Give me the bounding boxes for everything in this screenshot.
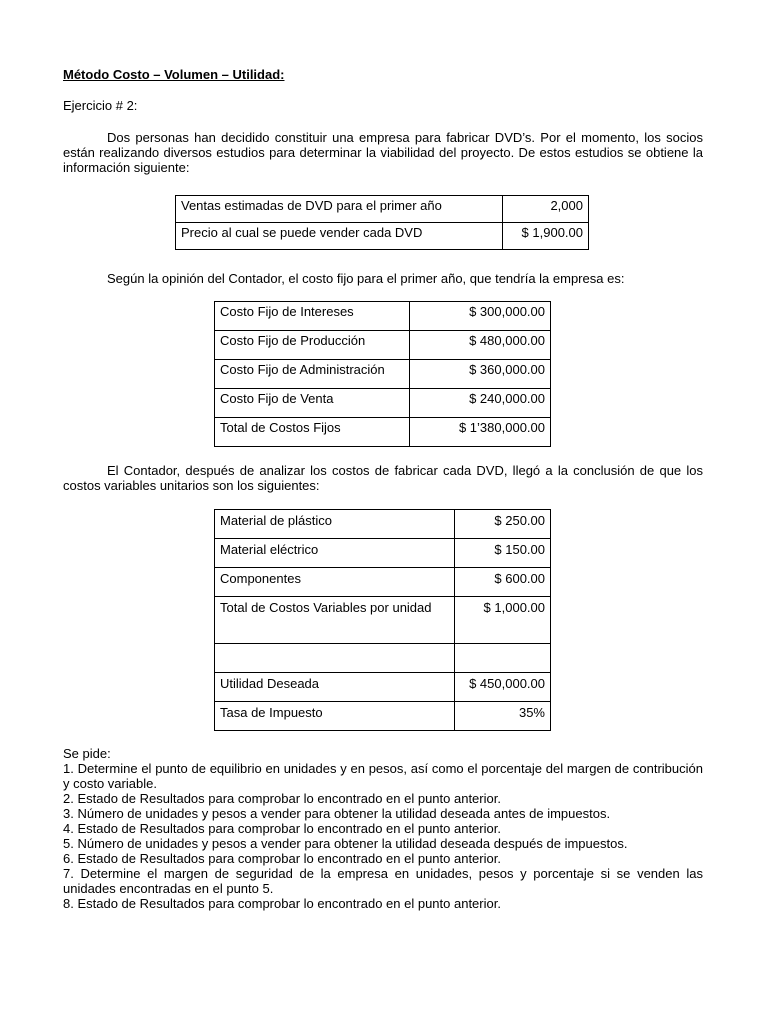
table-row <box>215 539 551 568</box>
fixed-cost-label: Costo Fijo de Administración <box>215 360 410 389</box>
table-row <box>215 702 551 731</box>
variable-cost-label: Material eléctrico <box>215 539 455 568</box>
intro-text: Dos personas han decidido constituir una empresa para fabricar DVD’s. Por el momento, los socios están realizando diversos estudios para determinar la viabilidad del proyecto. De estos estudios se obtiene la información siguiente: <box>63 130 703 175</box>
table-row <box>215 673 551 702</box>
empty-cell <box>215 644 455 673</box>
fixed-cost-label: Costo Fijo de Producción <box>215 331 410 360</box>
table-row <box>176 223 589 250</box>
table-row <box>215 302 551 331</box>
variable-cost-value: $ 600.00 <box>455 568 551 597</box>
variable-cost-intro <box>63 463 703 493</box>
list-item: 4. Estado de Resultados para comprobar lo encontrado en el punto anterior. <box>63 821 501 836</box>
fixed-cost-value: $ 480,000.00 <box>410 331 551 360</box>
variable-cost-total-label: Total de Costos Variables por unidad <box>215 597 455 644</box>
tax-rate-label: Tasa de Impuesto <box>215 702 455 731</box>
table-row <box>215 331 551 360</box>
fixed-cost-intro: Según la opinión del Contador, el costo fijo para el primer año, que tendría la empresa es: <box>107 271 625 286</box>
list-item: 2. Estado de Resultados para comprobar lo encontrado en el punto anterior. <box>63 791 501 806</box>
table-row <box>215 510 551 539</box>
sales-table <box>175 195 589 250</box>
list-item: 1. Determine el punto de equilibrio en unidades y en pesos, así como el porcentaje del margen de contribución y costo variable. <box>63 761 703 791</box>
fixed-cost-total-value: $ 1’380,000.00 <box>410 418 551 447</box>
sales-label: Ventas estimadas de DVD para el primer año <box>176 196 503 223</box>
list-item: 5. Número de unidades y pesos a vender para obtener la utilidad deseada después de impuestos. <box>63 836 628 851</box>
fixed-cost-value: $ 360,000.00 <box>410 360 551 389</box>
fixed-cost-value: $ 240,000.00 <box>410 389 551 418</box>
fixed-cost-table <box>214 301 551 447</box>
variable-cost-value: $ 150.00 <box>455 539 551 568</box>
requests-section <box>63 746 703 911</box>
sales-value: 2,000 <box>503 196 589 223</box>
list-item: 6. Estado de Resultados para comprobar lo encontrado en el punto anterior. <box>63 851 501 866</box>
table-row <box>215 597 551 644</box>
fixed-cost-total-label: Total de Costos Fijos <box>215 418 410 447</box>
list-item: 8. Estado de Resultados para comprobar lo encontrado en el punto anterior. <box>63 896 501 911</box>
fixed-cost-label: Costo Fijo de Venta <box>215 389 410 418</box>
variable-cost-total-value: $ 1,000.00 <box>455 597 551 644</box>
list-item: 7. Determine el margen de seguridad de la empresa en unidades, pesos y porcentaje si se venden las unidades encontradas en el punto 5. <box>63 866 703 896</box>
variable-cost-value: $ 250.00 <box>455 510 551 539</box>
variable-cost-intro-text: El Contador, después de analizar los costos de fabricar cada DVD, llegó a la conclusión de que los costos variables unitarios son los siguientes: <box>63 463 703 493</box>
table-row <box>215 389 551 418</box>
variable-cost-table <box>214 509 551 731</box>
empty-cell <box>455 644 551 673</box>
list-item: 3. Número de unidades y pesos a vender para obtener la utilidad deseada antes de impuestos. <box>63 806 611 821</box>
table-row <box>215 568 551 597</box>
fixed-cost-label: Costo Fijo de Intereses <box>215 302 410 331</box>
intro-paragraph <box>63 130 703 175</box>
tax-rate-value: 35% <box>455 702 551 731</box>
table-row-empty <box>215 644 551 673</box>
document-title: Método Costo – Volumen – Utilidad: <box>63 67 285 82</box>
desired-profit-label: Utilidad Deseada <box>215 673 455 702</box>
fixed-cost-value: $ 300,000.00 <box>410 302 551 331</box>
requests-heading: Se pide: <box>63 746 111 761</box>
price-label: Precio al cual se puede vender cada DVD <box>176 223 503 250</box>
desired-profit-value: $ 450,000.00 <box>455 673 551 702</box>
variable-cost-label: Componentes <box>215 568 455 597</box>
exercise-label: Ejercicio # 2: <box>63 98 138 113</box>
price-value: $ 1,900.00 <box>503 223 589 250</box>
table-row <box>215 418 551 447</box>
variable-cost-label: Material de plástico <box>215 510 455 539</box>
table-row <box>215 360 551 389</box>
table-row <box>176 196 589 223</box>
